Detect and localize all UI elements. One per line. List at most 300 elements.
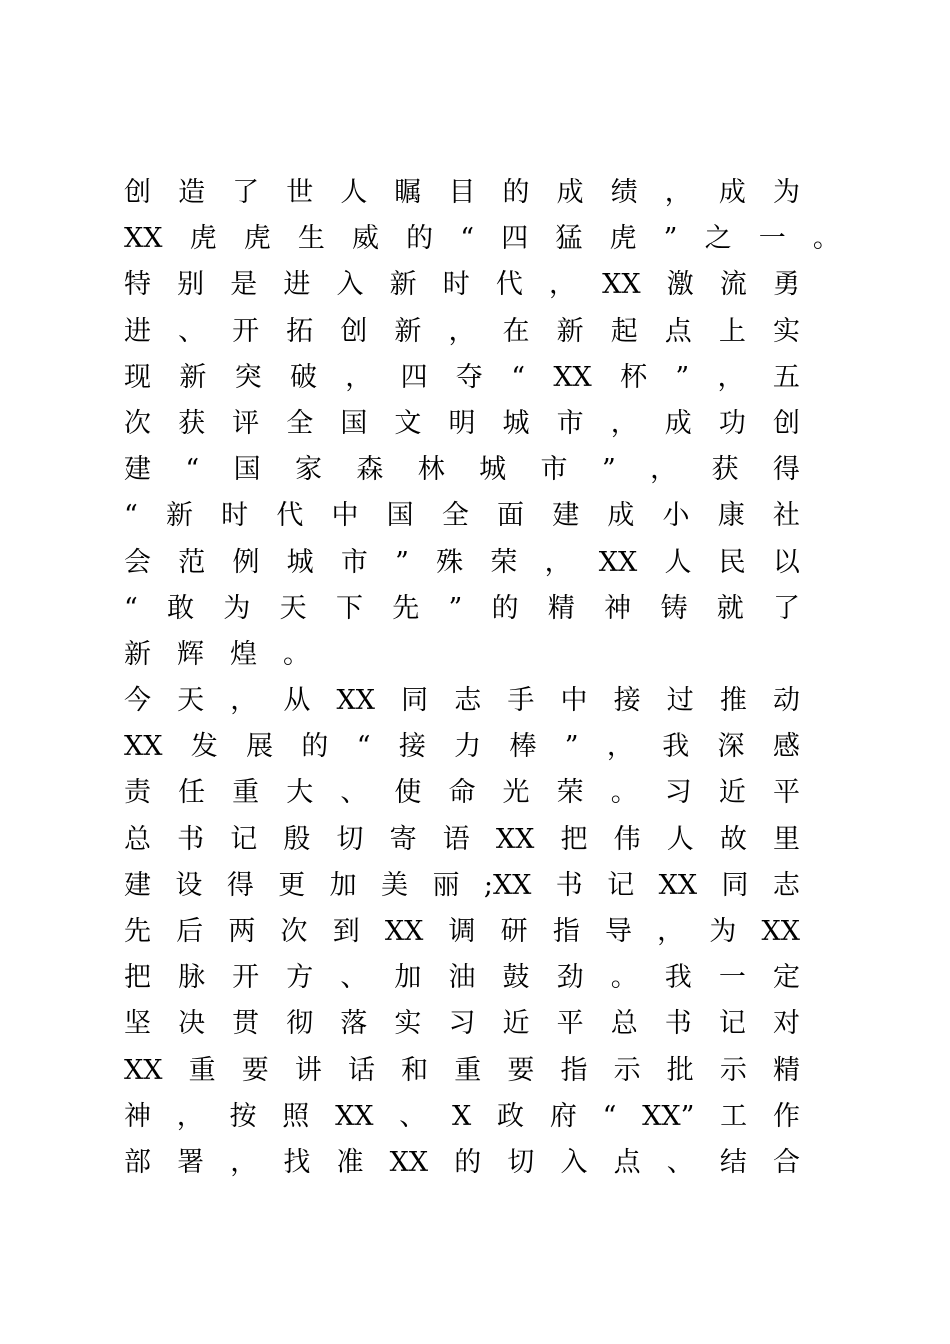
text-glyph: 。 — [283, 638, 310, 670]
text-glyph: 激 — [666, 269, 694, 301]
text-glyph: 荣 — [490, 546, 518, 578]
text-glyph: 批 — [666, 1054, 694, 1086]
text-glyph: 了 — [232, 177, 260, 208]
text-glyph: 民 — [718, 546, 746, 578]
text-glyph: ， — [606, 731, 634, 763]
text-glyph: 获 — [711, 454, 739, 486]
text-glyph: 殊 — [436, 546, 464, 578]
text-glyph: 瞩 — [394, 177, 422, 208]
text-glyph: 人 — [340, 177, 368, 208]
text-glyph: 的 — [491, 592, 519, 624]
text-glyph: 展 — [246, 731, 274, 763]
text-line — [124, 678, 800, 724]
text-glyph: ， — [176, 1100, 204, 1132]
text-glyph: 平 — [772, 777, 800, 809]
text-glyph: 研 — [500, 916, 528, 947]
text-glyph: 鼓 — [502, 962, 530, 994]
text-glyph: 煌 — [230, 638, 257, 670]
text-glyph: 发 — [190, 731, 218, 763]
text-line — [124, 632, 800, 678]
text-glyph: 设 — [175, 869, 203, 901]
text-glyph: 下 — [335, 592, 363, 624]
text-glyph: 定 — [772, 962, 800, 994]
text-glyph: 新 — [124, 638, 151, 670]
text-glyph: 精 — [772, 1054, 800, 1086]
text-glyph: “ — [124, 592, 138, 624]
text-glyph: 以 — [772, 546, 800, 578]
text-glyph: 新 — [394, 315, 422, 347]
text-glyph: 全 — [441, 500, 469, 532]
text-glyph: 书 — [664, 1008, 692, 1040]
text-glyph: 家 — [294, 454, 322, 486]
text-glyph: “ — [185, 454, 200, 486]
text-glyph: 照 — [282, 1100, 310, 1132]
text-glyph: 开 — [232, 315, 260, 347]
text-glyph: 创 — [340, 315, 368, 347]
text-glyph: ， — [549, 269, 576, 301]
text-glyph: 得 — [226, 869, 254, 901]
text-glyph: 市 — [556, 407, 584, 439]
text-glyph: 次 — [280, 916, 308, 947]
text-line — [124, 1140, 800, 1186]
text-glyph: 和 — [401, 1054, 429, 1086]
text-line — [124, 1048, 800, 1094]
text-glyph: XX — [124, 1054, 163, 1086]
text-line — [124, 401, 800, 447]
text-glyph: 工 — [720, 1100, 748, 1132]
text-glyph: 语 — [442, 823, 470, 855]
text-glyph: 坚 — [124, 1008, 151, 1040]
text-glyph: 棒 — [509, 731, 537, 763]
text-glyph: 重 — [454, 1054, 482, 1086]
text-glyph: 入 — [336, 269, 364, 301]
text-glyph: XX — [124, 731, 163, 763]
text-glyph: 中 — [331, 500, 359, 532]
text-glyph: 志 — [772, 869, 800, 901]
text-glyph: 重 — [232, 777, 260, 809]
text-glyph: 小 — [662, 500, 690, 532]
text-glyph: XX” — [642, 1100, 695, 1132]
text-glyph: 力 — [454, 731, 482, 763]
text-glyph: 在 — [502, 315, 530, 347]
text-glyph: 成 — [718, 177, 746, 208]
text-glyph: 点 — [664, 315, 692, 347]
text-glyph: 天 — [279, 592, 307, 624]
text-glyph: 平 — [556, 1008, 584, 1040]
text-glyph: 指 — [560, 1054, 588, 1086]
text-glyph: 使 — [394, 777, 422, 809]
text-glyph: 为 — [709, 916, 737, 947]
text-glyph: 进 — [124, 315, 151, 347]
text-line — [124, 817, 800, 863]
text-glyph: 讲 — [294, 1054, 322, 1086]
text-glyph: 精 — [547, 592, 575, 624]
text-glyph: 一 — [758, 223, 786, 255]
text-glyph: 点 — [613, 1146, 641, 1178]
text-glyph: 任 — [178, 777, 206, 809]
text-glyph: 创 — [772, 407, 800, 439]
text-glyph: XX — [335, 1100, 374, 1132]
text-glyph: 落 — [340, 1008, 368, 1040]
text-glyph: 成 — [556, 177, 584, 208]
text-glyph: 话 — [347, 1054, 375, 1086]
text-glyph: 四 — [400, 361, 428, 393]
text-glyph: 伟 — [613, 823, 641, 855]
text-glyph: 了 — [773, 592, 800, 624]
text-line — [124, 355, 800, 401]
text-glyph: 过 — [666, 685, 694, 717]
text-glyph: 我 — [664, 962, 692, 994]
text-glyph: ， — [345, 361, 373, 393]
text-glyph: 康 — [717, 500, 745, 532]
text-glyph: XX — [761, 916, 800, 947]
text-glyph: 导 — [605, 916, 632, 947]
text-glyph: 人 — [666, 823, 694, 855]
text-glyph: ， — [610, 407, 638, 439]
text-glyph: XX — [495, 823, 535, 855]
text-glyph: 突 — [234, 361, 262, 393]
text-glyph: ” — [663, 223, 678, 255]
text-glyph: 虎 — [609, 223, 637, 255]
text-glyph: 切 — [507, 1146, 535, 1178]
text-glyph: 把 — [560, 823, 588, 855]
text-glyph: 起 — [610, 315, 638, 347]
text-glyph: 同 — [401, 685, 429, 717]
text-glyph: 先 — [392, 592, 420, 624]
text-glyph: 文 — [394, 407, 422, 439]
text-glyph: 勇 — [772, 269, 800, 301]
text-glyph: 后 — [176, 916, 204, 947]
text-glyph: 书 — [177, 823, 205, 855]
text-glyph: ” — [564, 731, 579, 763]
body-text — [124, 170, 864, 1186]
text-glyph: 新 — [179, 361, 207, 393]
text-glyph: 别 — [177, 269, 205, 301]
text-glyph: 书 — [555, 869, 583, 901]
text-glyph: 功 — [718, 407, 746, 439]
text-glyph: 到 — [332, 916, 360, 947]
text-glyph: ， — [657, 916, 685, 947]
text-glyph: 是 — [230, 269, 258, 301]
text-line — [124, 447, 800, 493]
text-glyph: 调 — [448, 916, 476, 947]
text-glyph: “ — [602, 1100, 617, 1132]
text-glyph: ” — [601, 454, 616, 486]
text-glyph: 代 — [276, 500, 304, 532]
text-glyph: 新 — [556, 315, 584, 347]
text-glyph: 入 — [560, 1146, 588, 1178]
text-glyph: 方 — [286, 962, 314, 994]
text-line — [124, 909, 800, 955]
text-glyph: 会 — [124, 546, 151, 578]
text-glyph: 决 — [178, 1008, 206, 1040]
text-glyph: 得 — [772, 454, 800, 486]
text-glyph: 脉 — [178, 962, 206, 994]
text-glyph: 现 — [124, 361, 151, 393]
text-glyph: 杯 — [620, 361, 648, 393]
text-glyph: 美 — [381, 869, 409, 901]
text-glyph: 准 — [336, 1146, 364, 1178]
text-glyph: 对 — [772, 1008, 800, 1040]
text-glyph: 感 — [772, 731, 800, 763]
text-glyph: 。 — [610, 777, 638, 809]
text-glyph: 林 — [417, 454, 445, 486]
text-line — [124, 724, 800, 770]
text-glyph: 同 — [721, 869, 749, 901]
text-glyph: 丽 — [432, 869, 460, 901]
text-glyph: 猛 — [555, 223, 583, 255]
text-glyph: 殷 — [283, 823, 311, 855]
text-line — [124, 863, 800, 909]
text-glyph: 代 — [495, 269, 523, 301]
text-glyph: 荣 — [556, 777, 584, 809]
text-glyph: 实 — [394, 1008, 422, 1040]
text-line — [124, 770, 800, 816]
text-glyph: 、 — [178, 315, 206, 347]
text-glyph: 的 — [301, 731, 329, 763]
text-glyph: 拓 — [286, 315, 314, 347]
text-glyph: 国 — [340, 407, 368, 439]
text-glyph: 城 — [479, 454, 507, 486]
text-glyph: 中 — [560, 685, 588, 717]
text-glyph: 的 — [502, 177, 530, 208]
text-glyph: 目 — [448, 177, 476, 208]
text-glyph: “ — [356, 731, 371, 763]
text-line — [124, 216, 840, 262]
text-glyph: 虎 — [189, 223, 217, 255]
text-glyph: 次 — [124, 407, 151, 439]
text-glyph: 造 — [178, 177, 206, 208]
text-line — [124, 540, 800, 586]
text-glyph: 五 — [772, 361, 800, 393]
text-glyph: ， — [717, 361, 745, 393]
text-glyph: 油 — [448, 962, 476, 994]
text-glyph: 虎 — [243, 223, 271, 255]
text-glyph: 上 — [718, 315, 746, 347]
text-glyph: 国 — [386, 500, 414, 532]
text-glyph: 劲 — [556, 962, 584, 994]
text-glyph: 创 — [124, 177, 151, 208]
text-glyph: 我 — [662, 731, 690, 763]
text-glyph: 城 — [502, 407, 530, 439]
text-glyph: 找 — [283, 1146, 311, 1178]
text-glyph: 国 — [233, 454, 261, 486]
text-glyph: 、 — [399, 1100, 427, 1132]
text-glyph: 敢 — [167, 592, 195, 624]
text-glyph: 就 — [716, 592, 744, 624]
text-glyph: 的 — [454, 1146, 482, 1178]
text-glyph: 接 — [613, 685, 641, 717]
text-glyph: “ — [511, 361, 525, 393]
text-glyph: 接 — [398, 731, 426, 763]
text-glyph: 深 — [717, 731, 745, 763]
text-glyph: ;XX — [483, 869, 532, 901]
text-glyph: 之 — [704, 223, 732, 255]
text-glyph: 铸 — [660, 592, 688, 624]
text-glyph: 成 — [664, 407, 692, 439]
text-glyph: 指 — [552, 916, 580, 947]
text-glyph: 城 — [286, 546, 314, 578]
text-glyph: XX — [553, 361, 592, 393]
text-glyph: XX — [389, 1146, 429, 1178]
text-glyph: 时 — [442, 269, 470, 301]
text-line — [124, 1001, 800, 1047]
text-glyph: XX — [124, 223, 163, 255]
text-glyph: ” — [448, 592, 463, 624]
text-line — [124, 170, 800, 216]
text-glyph: X — [452, 1100, 472, 1132]
text-glyph: 市 — [540, 454, 568, 486]
text-glyph: 切 — [336, 823, 364, 855]
text-glyph: 彻 — [286, 1008, 314, 1040]
text-glyph: 天 — [177, 685, 205, 717]
text-glyph: 部 — [124, 1146, 151, 1178]
text-glyph: “ — [124, 500, 138, 532]
text-glyph: 、 — [340, 777, 368, 809]
text-glyph: 署 — [177, 1146, 205, 1178]
text-glyph: 明 — [448, 407, 476, 439]
text-line — [124, 262, 800, 308]
text-glyph: 、 — [666, 1146, 694, 1178]
text-glyph: 大 — [286, 777, 314, 809]
text-glyph: 市 — [340, 546, 368, 578]
text-glyph: 实 — [772, 315, 800, 347]
text-line — [124, 493, 800, 539]
text-glyph: 更 — [278, 869, 306, 901]
text-glyph: 里 — [772, 823, 800, 855]
text-glyph: 故 — [719, 823, 747, 855]
text-glyph: 建 — [552, 500, 580, 532]
text-glyph: 合 — [772, 1146, 800, 1178]
text-glyph: 一 — [718, 962, 746, 994]
text-glyph: 评 — [232, 407, 260, 439]
text-glyph: XX — [384, 916, 424, 947]
text-glyph: XX — [658, 869, 698, 901]
text-line — [124, 586, 800, 632]
text-glyph: 获 — [178, 407, 206, 439]
text-glyph: 神 — [124, 1100, 151, 1132]
text-glyph: 特 — [124, 269, 151, 301]
text-glyph: 夺 — [455, 361, 483, 393]
text-glyph: 志 — [454, 685, 482, 717]
text-glyph: 府 — [549, 1100, 577, 1132]
text-glyph: 总 — [610, 1008, 638, 1040]
text-glyph: 结 — [719, 1146, 747, 1178]
text-glyph: 范 — [178, 546, 206, 578]
text-glyph: 记 — [718, 1008, 746, 1040]
text-glyph: 建 — [124, 869, 151, 901]
text-glyph: 时 — [221, 500, 249, 532]
text-glyph: 按 — [229, 1100, 257, 1132]
text-glyph: 绩 — [610, 177, 638, 208]
text-glyph: 先 — [124, 916, 151, 947]
text-glyph: 的 — [406, 223, 434, 255]
text-glyph: 例 — [232, 546, 260, 578]
text-glyph: 森 — [356, 454, 384, 486]
text-glyph: ， — [664, 177, 692, 208]
text-glyph: 把 — [124, 962, 151, 994]
text-glyph: 光 — [502, 777, 530, 809]
text-glyph: 辉 — [177, 638, 204, 670]
text-glyph: 威 — [352, 223, 380, 255]
text-glyph: 。 — [812, 223, 840, 255]
text-glyph: 新 — [165, 500, 193, 532]
text-line — [124, 955, 800, 1001]
text-glyph: 记 — [607, 869, 635, 901]
text-glyph: XX — [602, 269, 641, 301]
text-glyph: 推 — [719, 685, 747, 717]
text-glyph: XX — [598, 546, 638, 578]
text-glyph: 示 — [719, 1054, 747, 1086]
text-glyph: 政 — [497, 1100, 525, 1132]
text-glyph: ， — [650, 454, 678, 486]
text-glyph: 近 — [502, 1008, 530, 1040]
text-glyph: ” — [675, 361, 690, 393]
text-glyph: 贯 — [232, 1008, 260, 1040]
text-glyph: 今 — [124, 685, 151, 717]
text-glyph: 建 — [124, 454, 151, 486]
text-glyph: 示 — [613, 1054, 641, 1086]
text-glyph: 手 — [507, 685, 535, 717]
text-glyph: 近 — [718, 777, 746, 809]
text-glyph: ， — [544, 546, 572, 578]
text-glyph: ， — [230, 1146, 258, 1178]
text-glyph: 命 — [448, 777, 476, 809]
text-glyph: 开 — [232, 962, 260, 994]
text-glyph: 要 — [507, 1054, 535, 1086]
text-glyph: 加 — [394, 962, 422, 994]
text-glyph: 面 — [497, 500, 525, 532]
text-glyph: 成 — [607, 500, 635, 532]
text-glyph: 习 — [664, 777, 692, 809]
text-glyph: 为 — [772, 177, 800, 208]
text-glyph: 总 — [124, 823, 151, 855]
text-glyph: 世 — [286, 177, 314, 208]
text-glyph: 两 — [228, 916, 256, 947]
text-glyph: 四 — [501, 223, 529, 255]
text-glyph: 全 — [286, 407, 314, 439]
text-glyph: 动 — [772, 685, 800, 717]
text-glyph: 进 — [283, 269, 311, 301]
text-glyph: 。 — [610, 962, 638, 994]
text-glyph: 破 — [289, 361, 317, 393]
text-glyph: 人 — [664, 546, 692, 578]
text-glyph: 重 — [188, 1054, 216, 1086]
text-glyph: 为 — [223, 592, 251, 624]
text-glyph: 神 — [604, 592, 632, 624]
text-glyph: 责 — [124, 777, 151, 809]
text-glyph: XX — [336, 685, 375, 717]
text-glyph: ” — [395, 546, 409, 578]
text-glyph: 、 — [340, 962, 368, 994]
text-glyph: 要 — [241, 1054, 269, 1086]
text-glyph: 社 — [772, 500, 800, 532]
text-glyph: ， — [230, 685, 258, 717]
text-glyph: ， — [448, 315, 476, 347]
text-line — [124, 309, 800, 355]
text-glyph: 记 — [230, 823, 258, 855]
text-glyph: 习 — [448, 1008, 476, 1040]
text-glyph: 作 — [772, 1100, 800, 1132]
text-glyph: 流 — [719, 269, 747, 301]
text-glyph: 生 — [297, 223, 325, 255]
text-glyph: 从 — [283, 685, 311, 717]
text-glyph: 加 — [329, 869, 357, 901]
text-glyph: 寄 — [389, 823, 417, 855]
text-glyph: 新 — [389, 269, 417, 301]
text-glyph: “ — [460, 223, 475, 255]
text-line — [124, 1094, 800, 1140]
